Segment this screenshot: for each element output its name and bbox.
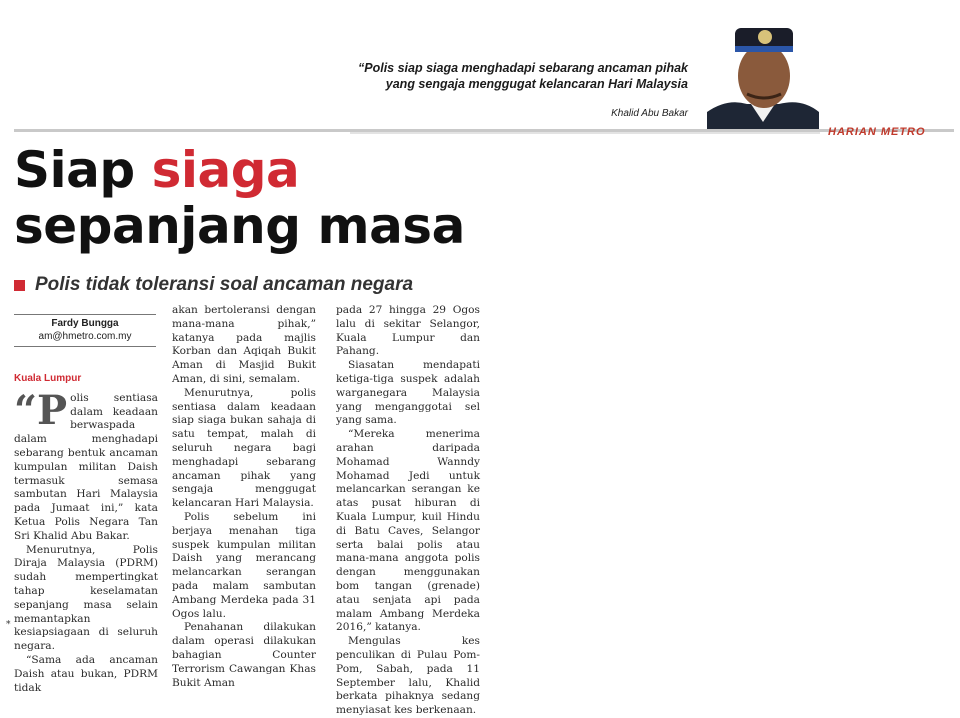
paragraph: Siasatan mendapati ketiga-tiga suspek adalah warganegara Malaysia yang menganggotai sel yang sama.	[336, 359, 480, 427]
masthead: HARIAN METRO	[828, 126, 926, 138]
subheadline-text: Polis tidak toleransi soal ancaman negara	[35, 274, 414, 295]
drop-cap: “P	[14, 386, 68, 434]
quote-attribution: Khalid Abu Bakar	[611, 108, 688, 119]
paragraph: “Sama ada ancaman Daish atau bukan, PDRM tidak	[14, 653, 158, 694]
author-email: am@hmetro.com.my	[38, 331, 132, 342]
portrait-photo	[707, 12, 819, 130]
square-bullet-icon	[14, 280, 25, 291]
headline-word: Siap	[14, 141, 152, 199]
paragraph: Polis sebelum ini berjaya menahan tiga suspek kumpulan militan Daish yang merancang melancarkan serangan pada malam sambutan Ambang Merdeka pada 31 Ogos lalu.	[172, 510, 316, 620]
paragraph-text: olis sentiasa dalam keadaan berwaspada dalam menghadapi sebarang bentuk ancaman kumpulan militan Daish termasuk semasa sambutan Hari Malaysia pada Jumaat ini,” kata Ketua Polis Negara Tan Sri Khalid Abu Bakar.	[14, 391, 158, 542]
author-name: Fardy Bungga	[51, 318, 119, 329]
paragraph: Penahanan dilakukan dalam operasi dilakukan bahagian Counter Terrorism Cawangan Khas Bukit Aman	[172, 621, 316, 689]
paragraph: Menurutnya, polis sentiasa dalam keadaan siap siaga bukan sahaja di satu tempat, malah di seluruh negara bagi menghadapi sebarang ancaman pihak yang sengaja menggugat kelancaran Hari Malaysia.	[172, 386, 316, 510]
article-column-1	[14, 372, 158, 695]
subheadline	[14, 274, 413, 296]
byline-rule	[14, 314, 156, 315]
article-column-3	[336, 304, 480, 718]
paragraph: akan bertoleransi dengan mana-mana pihak,” katanya pada majlis Korban dan Aqiqah Bukit Aman di Masjid Bukit Aman, di sini, semalam.	[172, 304, 316, 385]
top-divider-secondary	[350, 132, 820, 134]
asterisk-mark: *	[6, 620, 11, 630]
headline-line2: sepanjang masa	[14, 197, 465, 255]
pull-quote: “Polis siap siaga menghadapi sebarang ancaman pihak yang sengaja menggugat kelancaran Hari Malaysia	[358, 61, 688, 91]
paragraph: Mengulas kes penculikan di Pulau Pom-Pom, Sabah, pada 11 September lalu, Khalid berkata pihaknya sedang menyiasat kes berkenaan.	[336, 635, 480, 717]
article-column-2	[172, 304, 316, 690]
byline-rule	[14, 346, 156, 347]
paragraph: pada 27 hingga 29 Ogos lalu di sekitar Selangor, Kuala Lumpur dan Pahang.	[336, 304, 480, 358]
byline	[14, 314, 156, 347]
headline	[14, 142, 465, 254]
dateline: Kuala Lumpur	[14, 373, 82, 384]
headline-accent: siaga	[151, 141, 300, 199]
paragraph	[14, 386, 158, 544]
paragraph: “Mereka menerima arahan daripada Mohamad Wanndy Mohamad Jedi untuk melancarkan serangan ke atas pusat hiburan di Kuala Lumpur, kuil Hindu di Batu Caves, Selangor serta balai polis atau mana-mana anggota polis dengan menggunakan bom tangan (grenade) atau senjata api pada malam Ambang Merdeka 2016,” katanya.	[336, 428, 480, 634]
paragraph: Menurutnya, Polis Diraja Malaysia (PDRM) sudah mempertingkat tahap keselamatan sepanjang masa selain memantapkan kesiapsiagaan di seluruh negara.	[14, 543, 158, 653]
